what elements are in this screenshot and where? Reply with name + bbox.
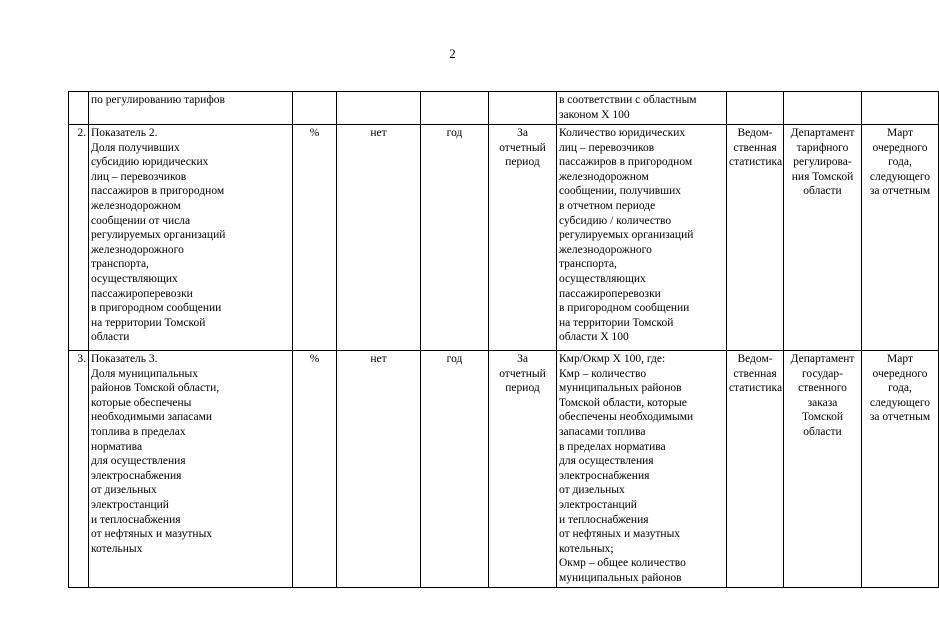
method-cell: Количество юридических лиц – перевозчиков пассажиров в пригородном железнодорожном сообщении, получивших в отчетном периоде субсидию / количество регулируемых организаций железнодорожного транспорта, осуществляющих пассажироперевозки в пригородном сообщении на территории Томской области Х 100: [557, 125, 727, 351]
term-cell: За отчетный период: [489, 125, 557, 351]
period-cell: год: [421, 351, 489, 588]
responsible-cell: [784, 92, 862, 125]
period-cell: год: [421, 125, 489, 351]
unit-cell: [293, 92, 337, 125]
period-cell: [421, 92, 489, 125]
unit-cell: %: [293, 125, 337, 351]
source-cell: Ведом- ственная статистика: [727, 125, 784, 351]
indicator-name: по регулированию тарифов: [89, 92, 293, 125]
term-cell: [489, 92, 557, 125]
table-row: [69, 125, 939, 351]
source-cell: [727, 92, 784, 125]
row-number: [69, 92, 89, 125]
method-cell: Кмр/Окмр Х 100, где: Кмр – количество муниципальных районов Томской области, которые обеспечены необходимыми запасами топлива в пределах норматива для осуществления электроснабжения от дизельных электростанций и теплоснабжения от нефтяных и мазутных котельных; Окмр – общее количество муниципальных районов: [557, 351, 727, 588]
deadline-cell: Март очередного года, следующего за отчетным: [862, 351, 939, 588]
method-cell: в соответствии с областным законом Х 100: [557, 92, 727, 125]
indicator-name: Показатель 3. Доля муниципальных районов Томской области, которые обеспечены необходимыми запасами топлива в пределах норматива для осуществления электроснабжения от дизельных электростанций и теплоснабжения от нефтяных и мазутных котельных: [89, 351, 293, 588]
term-cell: За отчетный период: [489, 351, 557, 588]
basic-cell: [337, 92, 421, 125]
row-number: 3.: [69, 351, 89, 588]
source-cell: Ведом- ственная статистика: [727, 351, 784, 588]
table-row: [69, 351, 939, 588]
responsible-cell: Департамент государ- ственного заказа Томской области: [784, 351, 862, 588]
indicator-name: Показатель 2. Доля получивших субсидию юридических лиц – перевозчиков пассажиров в пригородном железнодорожном сообщении от числа регулируемых организаций железнодорожного транспорта, осуществляющих пассажироперевозки в пригородном сообщении на территории Томской области: [89, 125, 293, 351]
responsible-cell: Департамент тарифного регулирова- ния Томской области: [784, 125, 862, 351]
indicators-table: [68, 91, 939, 588]
page-number: 2: [449, 46, 456, 61]
table-row: [69, 92, 939, 125]
row-number: 2.: [69, 125, 89, 351]
deadline-cell: Март очередного года, следующего за отчетным: [862, 125, 939, 351]
deadline-cell: [862, 92, 939, 125]
unit-cell: %: [293, 351, 337, 588]
basic-cell: нет: [337, 125, 421, 351]
basic-cell: нет: [337, 351, 421, 588]
